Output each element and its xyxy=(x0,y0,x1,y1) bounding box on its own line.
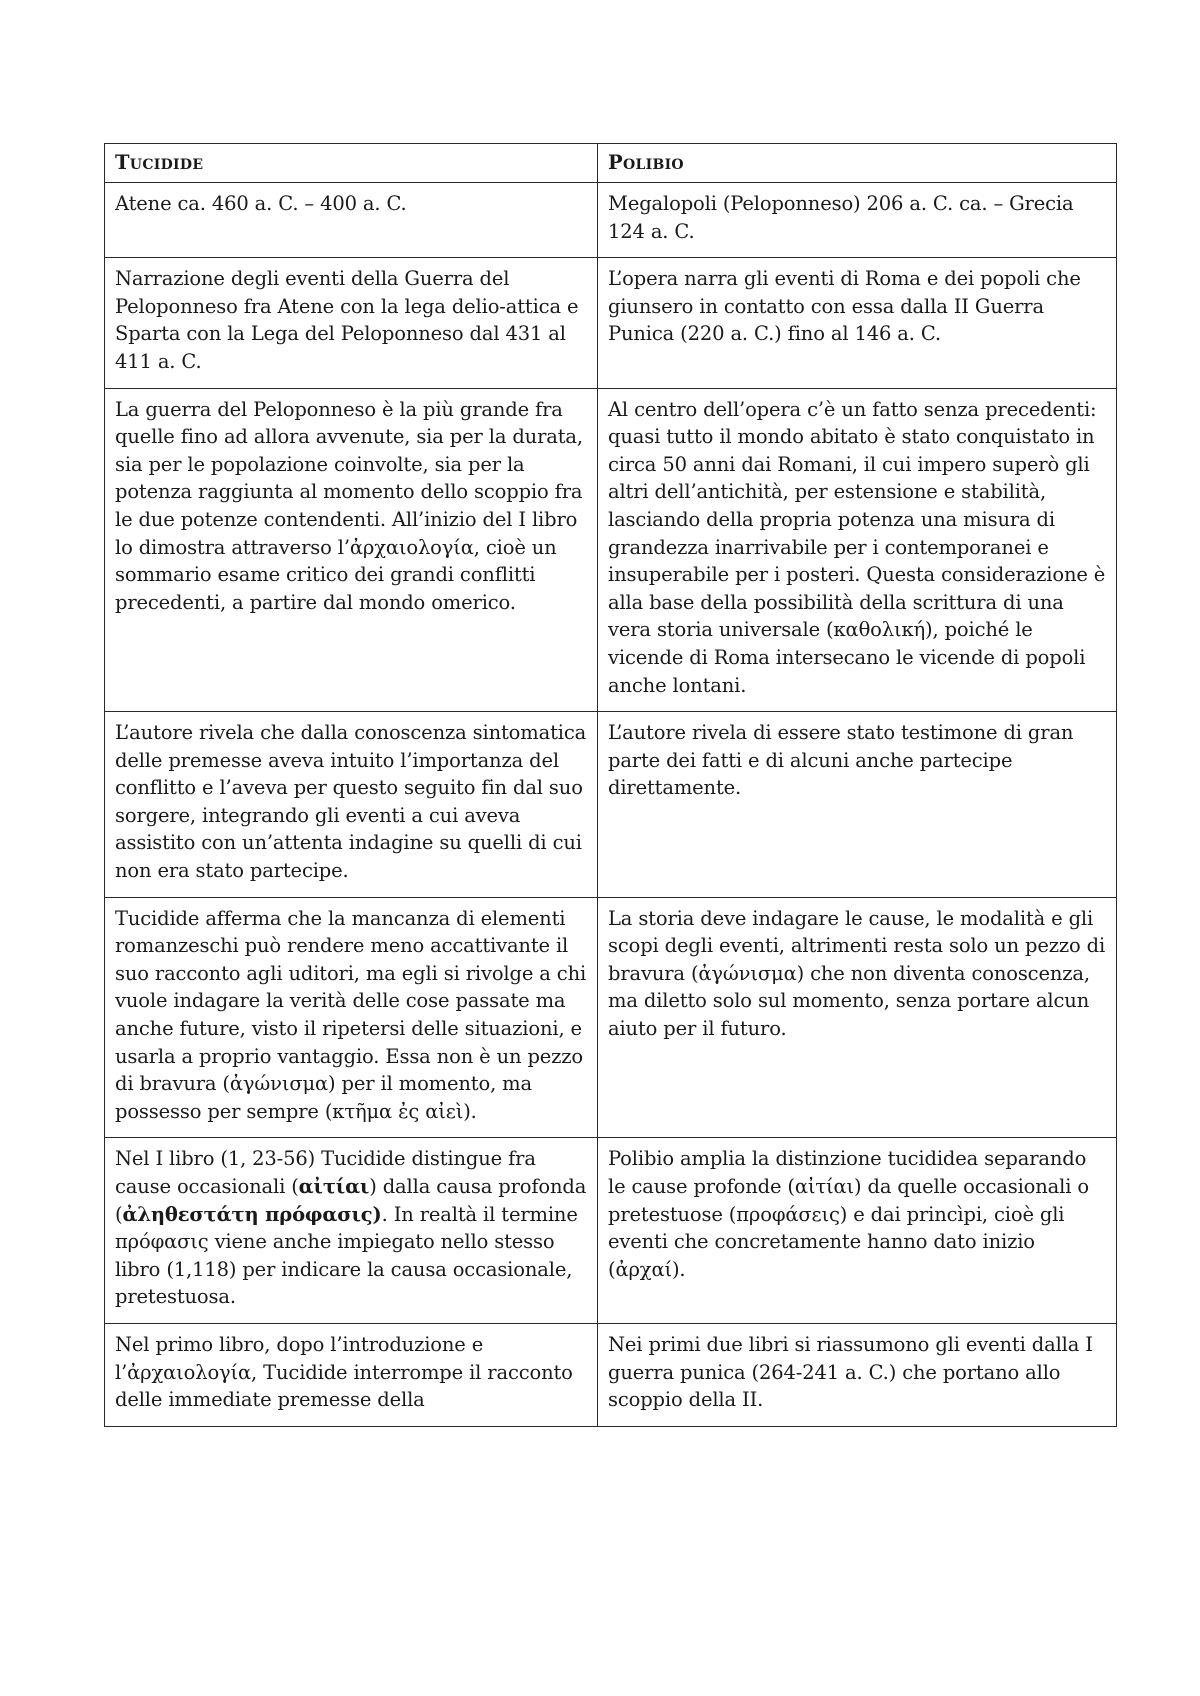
table-row xyxy=(105,897,1117,1138)
greek-term-aitiai: αἰτίαι xyxy=(298,1175,370,1198)
cell-tucidide: Nel primo libro, dopo l’introduzione e l’ἀρχαιολογία, Tucidide interrompe il racconto delle immediate premesse della xyxy=(105,1323,598,1426)
cell-polibio: Megalopoli (Peloponneso) 206 a. C. ca. – Grecia 124 a. C. xyxy=(598,183,1117,258)
table-row xyxy=(105,712,1117,898)
header-cell-polibio xyxy=(598,144,1117,183)
greek-term-prophasis: ἀληθεστάτη πρόφασις) xyxy=(122,1202,382,1226)
table-header-row xyxy=(105,144,1117,183)
cell-tucidide: L’autore rivela che dalla conoscenza sintomatica delle premesse aveva intuito l’importanza del conflitto e l’aveva per questo seguito fin dal suo sorgere, integrando gli eventi a cui aveva assistito con un’attenta indagine su quelli di cui non era stato partecipe. xyxy=(105,712,598,898)
table-row xyxy=(105,388,1117,712)
table-row xyxy=(105,258,1117,388)
cell-text-segment: . In realtà il termine πρόφασις viene anche impiegato nello stesso libro (1,118) per indicare la causa occasionale, pretestuosa. xyxy=(115,1202,578,1309)
cell-polibio: Polibio amplia la distinzione tucididea separando le cause profonde (αἰτίαι) da quelle occasionali o pretestuose (προφάσεις) e dai princìpi, cioè gli eventi che concretamente hanno dato inizio (ἀρχαί). xyxy=(598,1138,1117,1324)
table-row xyxy=(105,1323,1117,1426)
cell-tucidide: Tucidide afferma che la mancanza di elementi romanzeschi può rendere meno accattivante il suo racconto agli uditori, ma egli si rivolge a chi vuole indagare la verità delle cose passate ma anche future, visto il ripetersi delle situazioni, e usarla a proprio vantaggio. Essa non è un pezzo di bravura (ἀγώνισμα) per il momento, ma possesso per sempre (κτῆμα ἐς αἰεὶ). xyxy=(105,897,598,1138)
table-row xyxy=(105,1138,1117,1324)
header-cell-tucidide xyxy=(105,144,598,183)
cell-tucidide: Atene ca. 460 a. C. – 400 a. C. xyxy=(105,183,598,258)
cell-polibio: Al centro dell’opera c’è un fatto senza precedenti: quasi tutto il mondo abitato è stato conquistato in circa 50 anni dai Romani, il cui impero superò gli altri dell’antichità, per estensione e stabilità, lasciando della propria potenza una misura di grandezza inarrivabile per i contemporanei e insuperabile per i posteri. Questa considerazione è alla base della possibilità della scrittura di una vera storia universale (καθολική), poiché le vicende di Roma intersecano le vicende di popoli anche lontani. xyxy=(598,388,1117,712)
cell-tucidide xyxy=(105,1138,598,1324)
cell-polibio: L’autore rivela di essere stato testimone di gran parte dei fatti e di alcuni anche partecipe direttamente. xyxy=(598,712,1117,898)
cell-tucidide: Narrazione degli eventi della Guerra del Peloponneso fra Atene con la lega delio-attica e Sparta con la Lega del Peloponneso dal 431 al 411 a. C. xyxy=(105,258,598,388)
cell-polibio: Nei primi due libri si riassumono gli eventi dalla I guerra punica (264-241 a. C.) che portano allo scoppio della II. xyxy=(598,1323,1117,1426)
cell-text-segment: Nel I libro (1, 23-56) Tucidide distingue fra cause occasionali ( xyxy=(115,1147,536,1198)
header-label-polibio: Polibio xyxy=(608,151,684,175)
header-label-tucidide: Tucidide xyxy=(115,151,204,175)
table-row xyxy=(105,183,1117,258)
cell-text-segment: ) dalla causa profonda ( xyxy=(115,1175,587,1226)
comparison-table xyxy=(104,143,1117,1427)
cell-polibio: L’opera narra gli eventi di Roma e dei popoli che giunsero in contatto con essa dalla II Guerra Punica (220 a. C.) fino al 146 a. C. xyxy=(598,258,1117,388)
cell-tucidide: La guerra del Peloponneso è la più grande fra quelle fino ad allora avvenute, sia per la durata, sia per le popolazione coinvolte, sia per la potenza raggiunta al momento dello scoppio fra le due potenze contendenti. All’inizio del I libro lo dimostra attraverso l’ἀρχαιολογία, cioè un sommario esame critico dei grandi conflitti precedenti, a partire dal mondo omerico. xyxy=(105,388,598,712)
cell-polibio: La storia deve indagare le cause, le modalità e gli scopi degli eventi, altrimenti resta solo un pezzo di bravura (ἀγώνισμα) che non diventa conoscenza, ma diletto solo sul momento, senza portare alcun aiuto per il futuro. xyxy=(598,897,1117,1138)
